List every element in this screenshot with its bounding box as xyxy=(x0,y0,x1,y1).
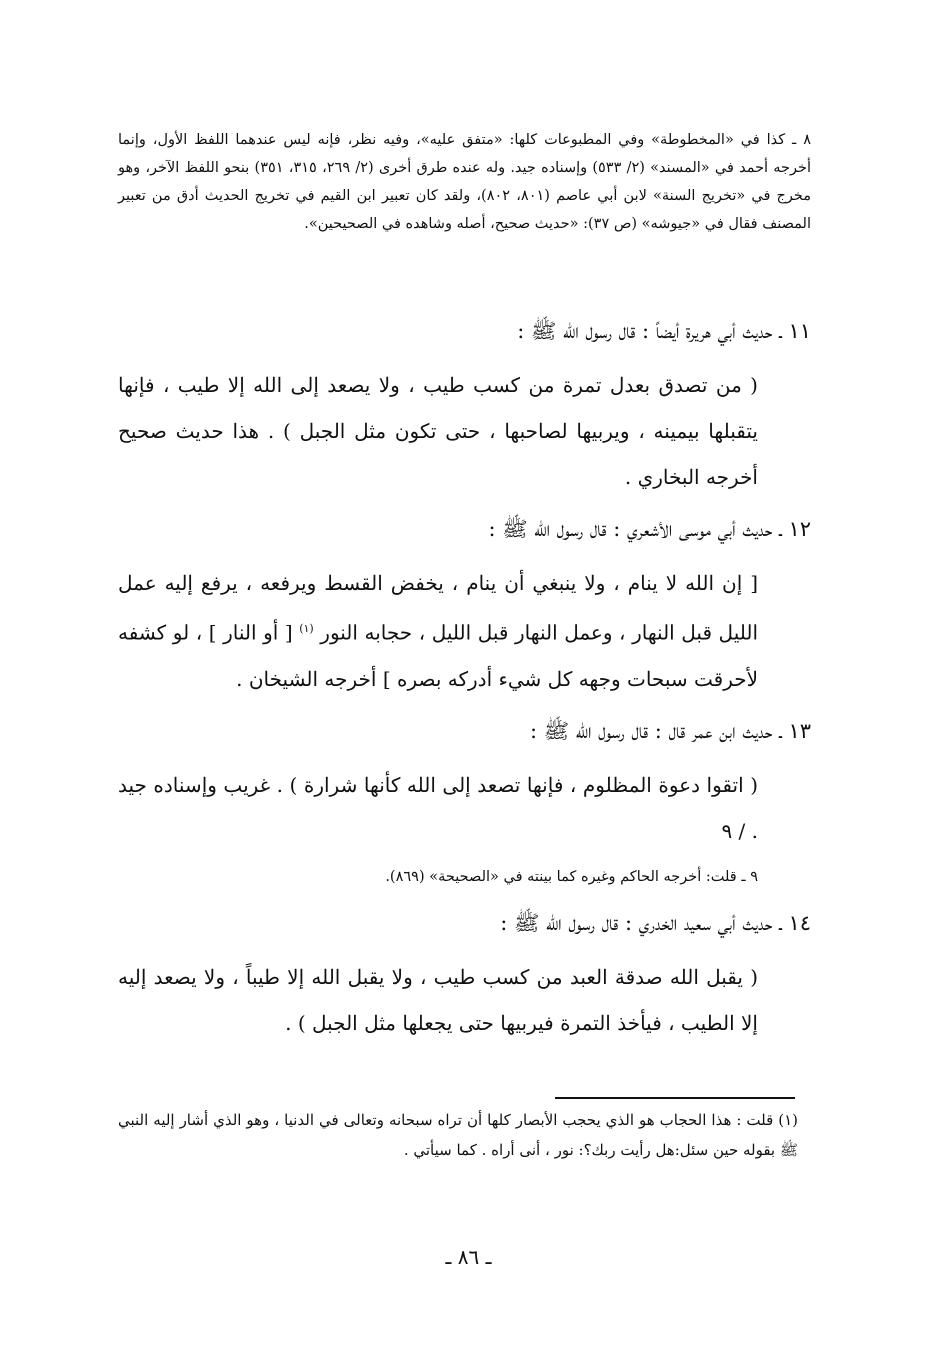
hadith-text xyxy=(118,560,758,702)
section-heading: ١٢ ـ حديث أبي موسى الأشعري : قال رسول الله ﷺ : xyxy=(488,517,811,541)
footnote-separator xyxy=(555,1097,795,1099)
hadith-text: ( يقبل الله صدقة العبد من كسب طيب ، ولا يقبل الله إلا طيباً ، ولا يصعد إليه إلا الطيب ، فيأخذ التمرة فيربيها حتى يجعلها مثل الجبل ) . xyxy=(118,964,758,1035)
section-heading: ١٣ ـ حديث ابن عمر قال : قال رسول الله ﷺ : xyxy=(529,718,811,743)
footnote-marker: (١) xyxy=(299,622,314,635)
hadith-text-part-2: [ أو النار ] ، لو كشفه لأحرقت سبحات وجهه كل شيء أدركه بصره ] أخرجه الشيخان . xyxy=(118,620,758,691)
main-body xyxy=(118,308,811,1052)
top-footnote-continuation: ٨ ـ كذا في «المخطوطة» وفي المطبوعات كلها: «متفق عليه»، وفيه نظر، فإنه ليس عندهما اللفظ الأول، وإنما أخرجه أحمد في «المسند» (٢/ ٥٣٣) وإسناده جيد. وله عنده طرق أخرى (٢/ ٢٦٩، ٣١٥، ٣٥١) بنحو اللفظ الآخر، وهو مخرج في «تخريج السنة» لابن أبي عاصم (٨٠١، ٨٠٢)، ولقد كان تعبير ابن القيم في تخريج الحديث أدق من تعبير المصنف فقال في «جيوشه» (ص ٣٧): «حديث صحيح، أصله وشاهده في الصحيحين». xyxy=(118,132,812,232)
section-heading: ١١ ـ حديث أبي هريرة أيضاً : قال رسول الله ﷺ : xyxy=(517,319,811,343)
hadith-text: ( اتقوا دعوة المظلوم ، فإنها تصعد إلى الله كأنها شرارة ) . غريب وإسناده جيد . / ٩ xyxy=(118,772,758,843)
hadith-text: ( من تصدق بعدل تمرة من كسب طيب ، ولا يصعد إلى الله إلا طيب ، فإنها يتقبلها بيمينه ، ويربيها لصاحبها ، حتى تكون مثل الجبل ) . هذا حديث صحيح أخرجه البخاري . xyxy=(118,373,758,489)
hadith-section-14 xyxy=(118,900,811,1046)
inline-note: ٩ ـ قلت: أخرجه الحاكم وغيره كما بينته في «الصحيحة» (٨٦٩). xyxy=(385,868,758,885)
hadith-text-part-1: [ إن الله لا ينام ، ولا ينبغي أن ينام ، يخفض القسط ويرفعه ، يرفع إليه عمل الليل قبل النهار ، وعمل النهار قبل الليل ، حجابه النور xyxy=(118,571,759,645)
footnote: (١) قلت : هذا الحجاب هو الذي يحجب الأبصار كلها أن تراه سبحانه وتعالى في الدنيا ، وهو الذي أشار إليه النبي ﷺ بقوله حين سئل:هل رأيت ربك؟: نور ، أنى أراه . كما سيأتي . xyxy=(118,1111,798,1159)
hadith-section-13 xyxy=(118,708,811,892)
hadith-section-12 xyxy=(118,506,811,702)
page-number: ـ ٨٦ ـ xyxy=(445,1245,492,1269)
hadith-section-11 xyxy=(118,308,811,500)
section-heading: ١٤ ـ حديث أبي سعيد الخدري : قال رسول الله ﷺ : xyxy=(500,910,811,935)
